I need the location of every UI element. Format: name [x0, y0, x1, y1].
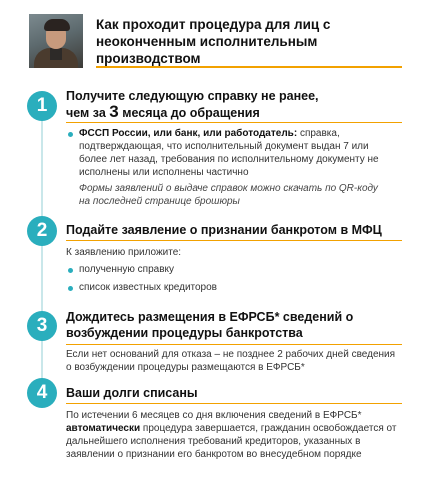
header — [0, 0, 428, 78]
step-1-title-big: 3 — [109, 102, 119, 121]
step-2-title: Подайте заявление о признании банкротом в МФЦ — [66, 223, 382, 237]
step-1-note: Формы заявлений о выдаче справок можно скачать по QR-коду на последней странице брошюры — [79, 183, 378, 207]
step-1-bullet-text — [79, 127, 399, 179]
step-2-number: 2 — [27, 216, 57, 246]
step-2-item-2: список известных кредиторов — [79, 282, 217, 293]
step-1-title — [66, 88, 396, 121]
step-4-rule — [66, 403, 402, 404]
step-1-title-line1: Получите следующую справку не ранее, — [66, 89, 319, 103]
step-3-title: Дождитесь размещения в ЕФРСБ* сведений о возбуждении процедуры банкротства — [66, 310, 354, 340]
step-1-title-c: месяца до обращения — [122, 106, 260, 120]
step-2-bullet-1 — [68, 268, 73, 273]
step-4-number: 4 — [27, 378, 57, 408]
step-4-title: Ваши долги списаны — [66, 386, 198, 400]
step-2-intro: К заявлению приложите: — [66, 247, 182, 258]
step-3-text: Если нет оснований для отказа – не позднее 2 рабочих дней сведения о возбуждении процедуры размещаются в ЕФРСБ* — [66, 349, 396, 373]
step-1-number: 1 — [27, 91, 57, 121]
timeline-line — [41, 100, 43, 400]
step-3-rule — [66, 344, 402, 345]
person-photo — [29, 14, 83, 68]
step-2-item-1: полученную справку — [79, 264, 175, 275]
step-2-bullet-2 — [68, 286, 73, 291]
photo-scarf — [50, 48, 62, 60]
photo-hair — [44, 19, 70, 31]
step-1-title-b: чем за — [66, 106, 106, 120]
step-1-bullet-body: справка, подтверждающая, что исполнительный документ выдан 7 или более лет назад, требования по исполнительному документу не исполнены или исполнены частично — [79, 128, 379, 178]
step-2-rule — [66, 240, 402, 241]
step-1-bullet-bold: ФССП России, или банк, или работодатель: — [79, 128, 298, 139]
step-4-text-a: По истечении 6 месяцев со дня включения сведений в ЕФРСБ* — [66, 410, 362, 421]
page-title: Как проходит процедура для лиц с неоконченным исполнительным производством — [96, 17, 331, 66]
title-underline — [96, 66, 402, 68]
step-4-text — [66, 409, 402, 461]
step-4-text-b: процедура завершается, гражданин освобождается от дальнейшего исполнения требований кредиторов, указанных в заявлении о признании его банкротом во внесудебном порядке — [66, 423, 397, 460]
step-4-text-bold: автоматически — [66, 423, 141, 434]
step-1-bullet — [68, 132, 73, 137]
step-1-rule — [66, 122, 402, 123]
step-3-number: 3 — [27, 311, 57, 341]
